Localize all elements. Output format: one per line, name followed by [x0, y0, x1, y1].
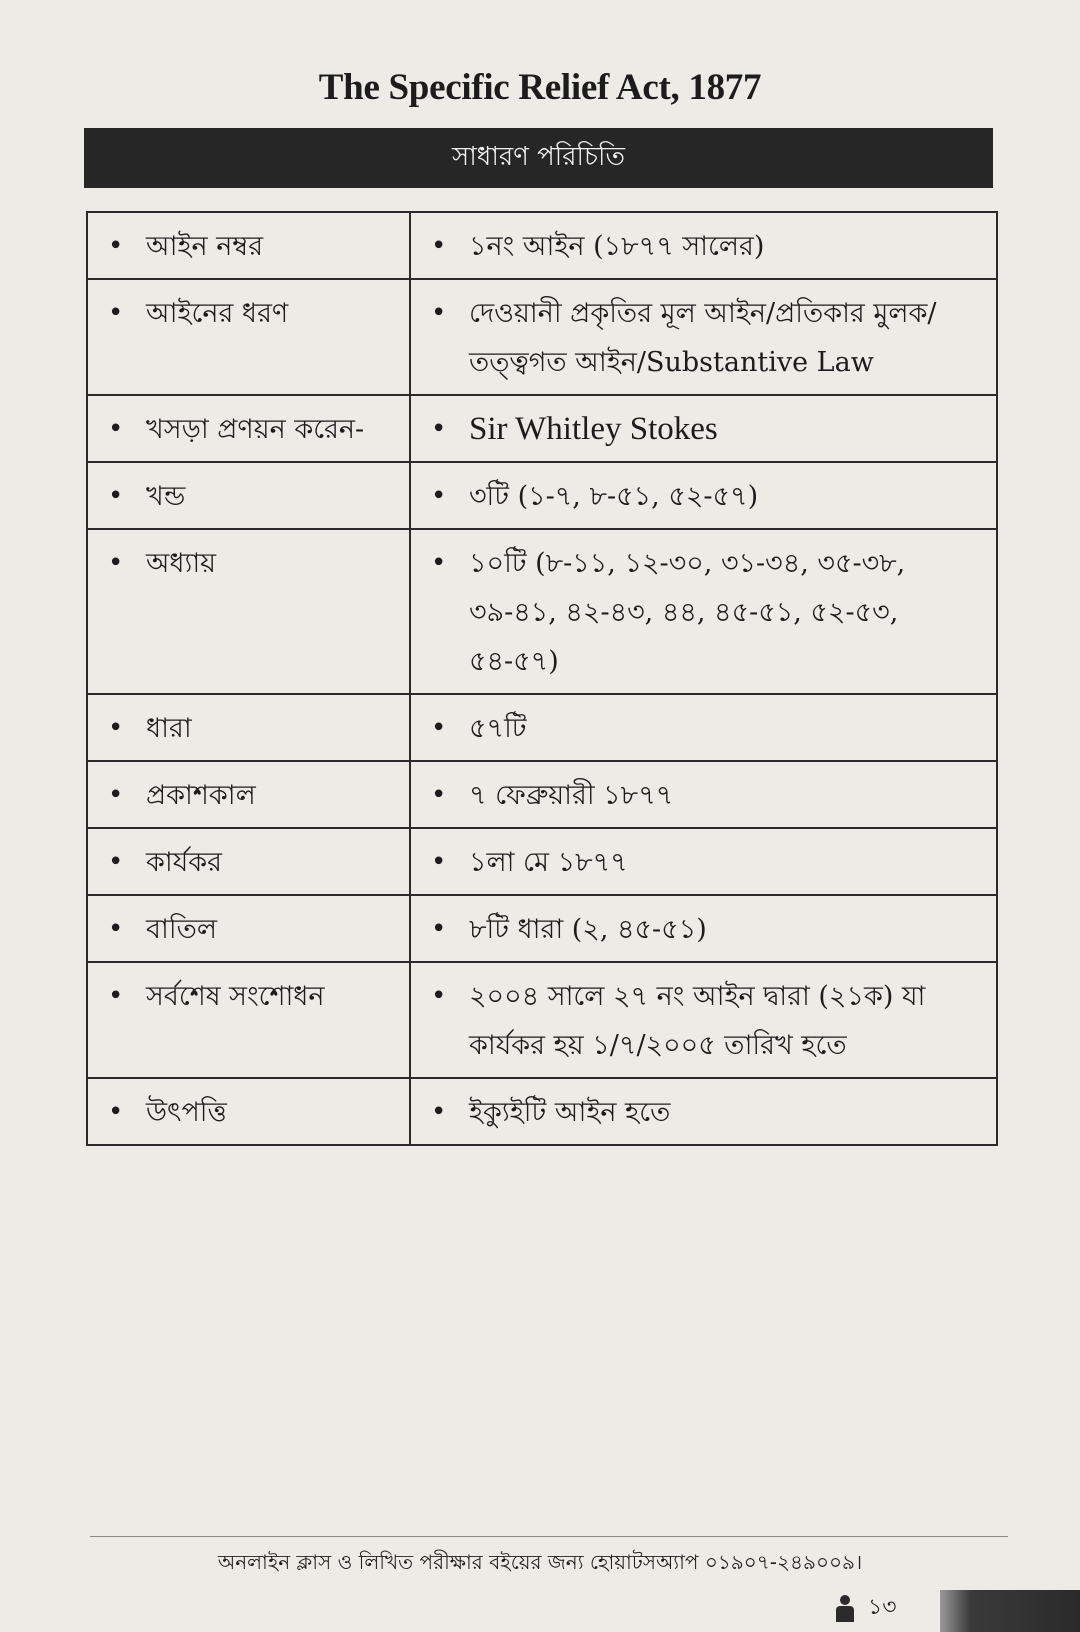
table-row: [87, 1078, 997, 1145]
section-banner-label: সাধারণ পরিচিতি: [452, 142, 625, 172]
bullet: •: [108, 780, 124, 810]
reader-icon: [832, 1595, 858, 1623]
row-value: ৩টি (১-৭, ৮-৫১, ৫২-৫৭): [469, 481, 759, 512]
info-table: [86, 211, 998, 1146]
row-label: খসড়া প্রণয়ন করেন-: [146, 414, 365, 445]
bullet: •: [431, 414, 447, 444]
row-label: আইন নম্বর: [146, 231, 264, 262]
page-corner-bar: [940, 1590, 1080, 1632]
bullet: •: [431, 713, 447, 743]
bullet: •: [431, 914, 447, 944]
row-label: উৎপত্তি: [146, 1097, 227, 1128]
bullet: •: [108, 298, 124, 328]
table-row: [87, 395, 997, 462]
row-label: প্রকাশকাল: [146, 780, 256, 811]
bullet: •: [108, 231, 124, 261]
bullet: •: [108, 414, 124, 444]
row-value: ৮টি ধারা (২, ৪৫-৫১): [469, 914, 707, 945]
table-row: [87, 895, 997, 962]
bullet: •: [431, 1097, 447, 1127]
row-value: Sir Whitley Stokes: [469, 411, 718, 447]
bullet: •: [431, 981, 447, 1011]
footer-note: অনলাইন ক্লাস ও লিখিত পরীক্ষার বইয়ের জন্য হোয়াটসঅ্যাপ ০১৯০৭-২৪৯০০৯।: [217, 1550, 863, 1574]
row-value: ১নং আইন (১৮৭৭ সালের): [469, 231, 765, 262]
row-label: খন্ড: [146, 481, 186, 512]
row-value: দেওয়ানী প্রকৃতির মূল আইন/প্রতিকার মুলক/তত্ত্বগত আইন/Substantive Law: [469, 298, 937, 378]
table-row: [87, 279, 997, 395]
row-value: ৫৭টি: [469, 713, 527, 744]
row-value: ৭ ফেব্রুয়ারী ১৮৭৭: [469, 780, 674, 811]
row-label: সর্বশেষ সংশোধন: [146, 981, 325, 1012]
row-value: ইক্যুইটি আইন হতে: [469, 1097, 671, 1128]
row-label: কার্যকর: [146, 847, 223, 878]
page-number-area: [832, 1590, 897, 1627]
bullet: •: [108, 1097, 124, 1127]
section-banner: [84, 128, 993, 188]
table-row: [87, 529, 997, 694]
table-row: [87, 761, 997, 828]
bullet: •: [108, 481, 124, 511]
row-label: আইনের ধরণ: [146, 298, 289, 329]
bullet: •: [431, 231, 447, 261]
row-label: অধ্যায়: [146, 548, 217, 579]
table-row: [87, 828, 997, 895]
bullet: •: [431, 847, 447, 877]
bullet: •: [431, 481, 447, 511]
page-title: The Specific Relief Act, 1877: [318, 67, 762, 108]
table-row: [87, 694, 997, 761]
table-row: [87, 962, 997, 1078]
row-value: ২০০৪ সালে ২৭ নং আইন দ্বারা (২১ক) যা কার্যকর হয় ১/৭/২০০৫ তারিখ হতে: [469, 981, 926, 1061]
bullet: •: [108, 713, 124, 743]
row-label: বাতিল: [146, 914, 217, 945]
table-row: [87, 212, 997, 279]
row-value: ১লা মে ১৮৭৭: [469, 847, 628, 878]
bullet: •: [108, 548, 124, 578]
row-value: ১০টি (৮-১১, ১২-৩০, ৩১-৩৪, ৩৫-৩৮, ৩৯-৪১, ৪২-৪৩, ৪৪, ৪৫-৫১, ৫২-৫৩, ৫৪-৫৭): [469, 548, 906, 677]
page-number: ১৩: [868, 1595, 897, 1620]
table-row: [87, 462, 997, 529]
bullet: •: [108, 847, 124, 877]
row-label: ধারা: [146, 713, 192, 744]
bullet: •: [431, 780, 447, 810]
bullet: •: [108, 914, 124, 944]
bullet: •: [108, 981, 124, 1011]
bullet: •: [431, 548, 447, 578]
footer-divider: [90, 1536, 1008, 1537]
bullet: •: [431, 298, 447, 328]
